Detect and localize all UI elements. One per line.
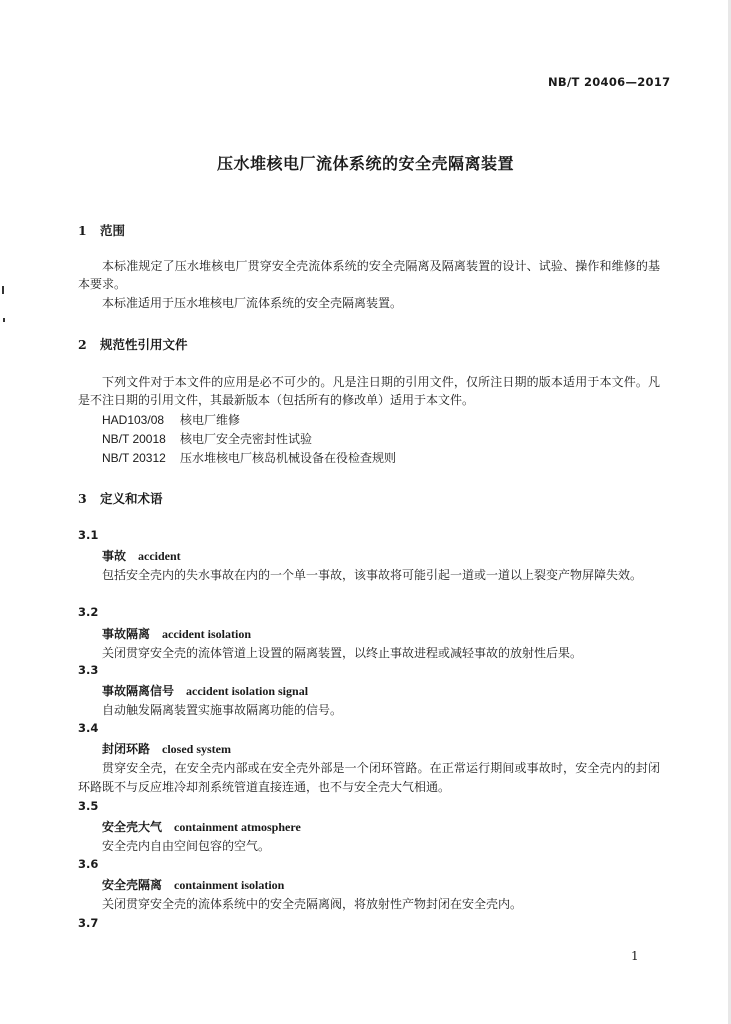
term-entry [102, 547, 181, 564]
page-number: 1 [631, 949, 639, 963]
term-en: accident [138, 549, 181, 563]
term-en: closed system [162, 742, 232, 756]
section-heading-references [78, 335, 188, 353]
clause-number: 3.2 [78, 605, 99, 619]
section-title: 规范性引用文件 [100, 337, 188, 352]
term-entry [102, 625, 251, 642]
section-heading-scope [78, 221, 125, 239]
reference-title: 压水堆核电厂核岛机械设备在役检查规则 [180, 451, 397, 465]
term-en: accident isolation signal [186, 684, 309, 698]
clause-number: 3.6 [78, 857, 99, 871]
clause-number: 3.4 [78, 721, 99, 735]
section-title: 定义和术语 [100, 491, 163, 506]
reference-item [102, 430, 312, 447]
term-zh: 安全壳隔离 [102, 878, 163, 892]
scan-mark [2, 286, 4, 294]
reference-code: NB/T 20312 [102, 451, 166, 465]
term-definition: 自动触发隔离装置实施事故隔离功能的信号。 [102, 703, 343, 717]
term-en: accident isolation [162, 627, 252, 641]
term-definition: 贯穿安全壳，在安全壳内部或在安全壳外部是一个闭环管路。在正常运行期间或事故时，安全壳内的封闭环路既不与反应堆冷却剂系统管道直接连通，也不与安全壳大气相通。 [78, 761, 660, 794]
term-en: containment atmosphere [174, 820, 301, 834]
term-zh: 事故隔离 [102, 627, 151, 641]
section-number: 1 [78, 223, 87, 238]
term-entry [102, 682, 308, 699]
section-number: 3 [78, 491, 87, 506]
references-intro: 下列文件对于本文件的应用是必不可少的。凡是注日期的引用文件，仅所注日期的版本适用于本文件。凡是不注日期的引用文件，其最新版本（包括所有的修改单）适用于本文件。 [78, 375, 660, 407]
section-number: 2 [78, 337, 87, 352]
term-en: containment isolation [174, 878, 285, 892]
reference-title: 核电厂安全壳密封性试验 [180, 432, 313, 446]
clause-number: 3.5 [78, 799, 99, 813]
term-zh: 事故 [102, 549, 127, 563]
term-zh: 封闭环路 [102, 742, 151, 756]
term-entry [102, 818, 301, 835]
clause-number: 3.3 [78, 663, 99, 677]
term-entry [102, 876, 284, 893]
term-definition: 关闭贯穿安全壳的流体系统中的安全壳隔离阀，将放射性产物封闭在安全壳内。 [102, 897, 523, 911]
term-definition: 关闭贯穿安全壳的流体管道上设置的隔离装置，以终止事故进程或减轻事故的放射性后果。 [102, 646, 583, 660]
term-zh: 安全壳大气 [102, 820, 163, 834]
scope-paragraph: 本标准适用于压水堆核电厂流体系统的安全壳隔离装置。 [102, 296, 403, 310]
reference-code: NB/T 20018 [102, 432, 166, 446]
term-zh: 事故隔离信号 [102, 684, 175, 698]
section-title: 范围 [100, 223, 126, 238]
scope-paragraph: 本标准规定了压水堆核电厂贯穿安全壳流体系统的安全壳隔离及隔离装置的设计、试验、操作和维修的基本要求。 [78, 259, 660, 291]
scan-mark [3, 318, 5, 322]
document-title: 压水堆核电厂流体系统的安全壳隔离装置 [216, 154, 514, 173]
term-definition: 安全壳内自由空间包容的空气。 [102, 839, 271, 853]
clause-number: 3.7 [78, 916, 99, 930]
clause-number: 3.1 [78, 528, 99, 542]
section-heading-terms [78, 489, 163, 507]
reference-item [102, 449, 396, 466]
term-definition: 包括安全壳内的失水事故在内的一个单一事故，该事故将可能引起一道或一道以上裂变产物屏障失效。 [102, 568, 643, 582]
reference-item [102, 411, 240, 428]
term-entry [102, 740, 231, 757]
reference-title: 核电厂维修 [180, 413, 241, 427]
standard-number: NB/T 20406—2017 [548, 75, 671, 89]
reference-code: HAD103/08 [102, 413, 165, 427]
